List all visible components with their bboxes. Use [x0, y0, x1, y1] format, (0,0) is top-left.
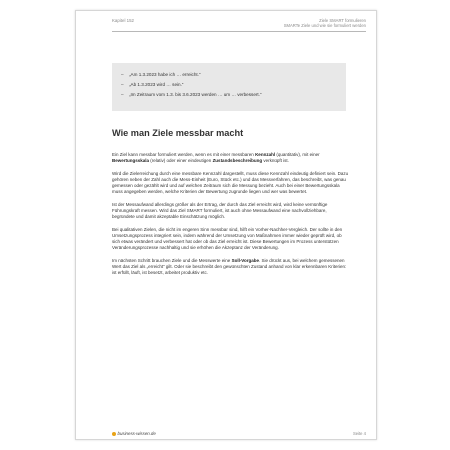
footer-logo: [112, 431, 156, 436]
body-text: [112, 152, 350, 283]
page-number: Seite 4: [352, 431, 366, 436]
dash-bullet-icon: –: [121, 72, 124, 77]
example-list: [121, 72, 262, 103]
paragraph-2: Wird die Zielerreichung durch eine messbare Kennzahl dargestellt, muss diese Kennzahl eindeutig definiert sein. Dazu gehören neben der Zahl auch die Mess-Einheit (Euro, Stück etc.) und das Messverfahren, das beschreibt, was genau gemessen oder gezählt wird und auf welchen Zeitraum sich die Messung bezieht. Auch bei einer Bewertungsskala muss angegeben werden, welche Kriterien der Bewertung zugrunde liegen und wer was bewertet.: [112, 171, 349, 194]
dash-bullet-icon: –: [121, 82, 124, 88]
document-page: [75, 10, 377, 440]
list-item: [121, 92, 262, 97]
bold-term-soll-vorgabe: Soll-Vorgabe: [231, 258, 259, 263]
text-run: verknüpft ist.: [262, 158, 289, 163]
list-item-text: „Im Zeitraum vom 1.3. bis 3.6.2023 werden … um … verbessert.“: [129, 92, 262, 98]
example-quote-box: [112, 63, 346, 111]
text-run: (quantitativ), mit einer: [275, 152, 320, 157]
text-run: Im nächsten Schritt brauchen Ziele und die Messwerte eine: [112, 258, 232, 263]
text-run: . Sie drückt aus, bei welchem gemessenen Wert das Ziel als „erreicht“ gilt. Oder sie beschreibt den gewünschten Zustand anhand von klar erkennbaren Kriterien: ist erfüllt, läuft, ist besetzt, arbeitet produktiv etc.: [112, 258, 347, 275]
bold-term-zustandsbeschreibung: Zustandsbeschreibung: [212, 158, 263, 163]
paragraph-3: Ist der Messaufwand allerdings größer als der Ertrag, der durch das Ziel erreicht wird, wird keine vernünftige Führungskraft messen. Wird das Ziel SMART formuliert, ist auch ohne Messaufwand eine nachvollziehbare, begründete und damit akzeptable Einschätzung möglich.: [112, 202, 328, 219]
list-item-text: „Am 1.3.2023 habe ich … erreicht.“: [129, 72, 201, 77]
paragraph-1: [112, 152, 350, 164]
dash-bullet-icon: –: [121, 92, 124, 98]
footer-logo-text: business-wissen.de: [117, 431, 156, 436]
running-header-title: Ziele SMART formulieren: [319, 18, 366, 23]
header-divider: [112, 31, 366, 32]
running-header-subtitle: SMARTe Ziele und wie sie formuliert werden: [283, 23, 366, 28]
list-item: [121, 82, 262, 87]
text-run: (relativ) oder einer eindeutigen: [149, 158, 213, 163]
bold-term-bewertungsskala: Bewertungsskala: [112, 158, 150, 163]
paragraph-5: [112, 258, 350, 276]
text-run: Ein Ziel kann messbar formuliert werden, wenn es mit einer messbaren: [112, 152, 256, 157]
paragraph-4: Bei qualitativen Zielen, die nicht im engeren Sinn messbar sind, hilft ein Vorher-Nachher-Vergleich. Der sollte in den Umsetzungsprozess integriert sein, indem während der Umsetzung von Maßnahmen immer wieder geprüft wird, ob sich etwas verändert und verbessert hat oder ob das Ziel erreicht ist. Diese Bewertungen im Prozess unterstützen Veränderungsprozesse nachhaltig und sie erhöhen die Akzeptanz der Veränderung.: [112, 227, 343, 250]
bold-term-kennzahl: Kennzahl: [255, 152, 276, 157]
section-heading: Wie man Ziele messbar macht: [112, 128, 244, 138]
logo-dot-icon: [112, 432, 116, 436]
chapter-label: Kapitel 152: [112, 18, 134, 23]
running-header: [284, 18, 366, 28]
list-item-text: „Ab 1.3.2023 wird … sein.“: [129, 82, 184, 88]
list-item: [121, 72, 262, 77]
